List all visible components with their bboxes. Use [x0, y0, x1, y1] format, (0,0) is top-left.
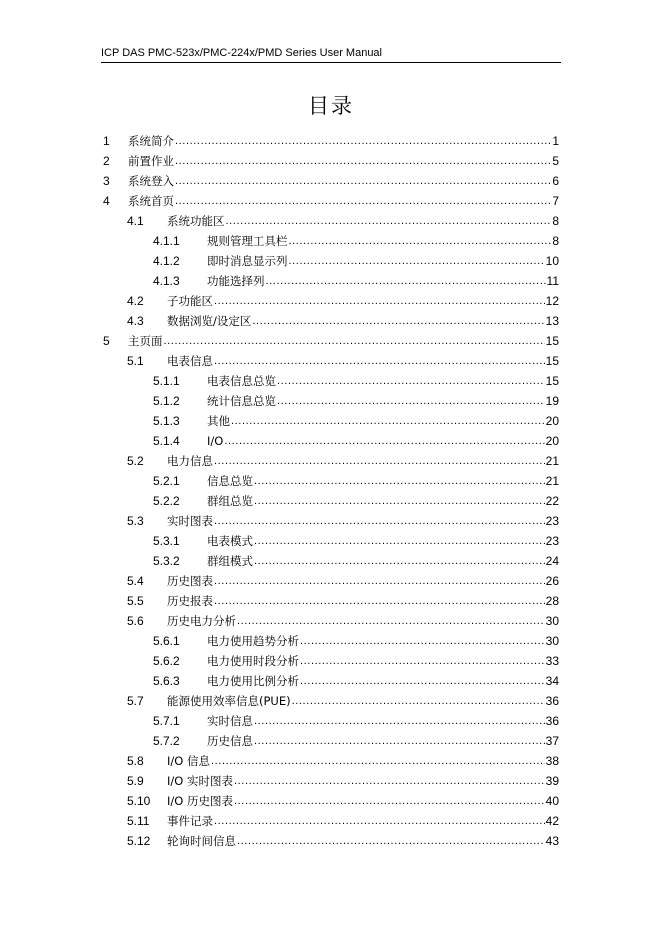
toc-entry-page: 1 — [552, 134, 559, 148]
toc-entry-title: 实时图表 — [167, 514, 213, 528]
toc-leader-dots — [175, 131, 551, 151]
toc-leader-dots — [214, 351, 545, 371]
toc-entry-title: I/O 历史图表 — [167, 794, 233, 808]
toc-entry-number: 4.3 — [127, 314, 144, 328]
toc-entry-page: 28 — [545, 594, 559, 608]
toc-entry-title: 子功能区 — [167, 294, 213, 308]
toc-entry-title: 电力使用时段分析 — [207, 654, 299, 668]
toc-entry-page: 24 — [545, 554, 559, 568]
toc-leader-dots — [234, 771, 545, 791]
toc-entry-number: 4.1.1 — [153, 234, 180, 248]
toc-leader-dots — [175, 151, 551, 171]
toc-entry[interactable] — [153, 631, 559, 651]
toc-entry[interactable] — [127, 811, 559, 831]
toc-leader-dots — [254, 531, 545, 551]
toc-leader-dots — [277, 391, 545, 411]
toc-entry[interactable] — [127, 351, 559, 371]
toc-entry[interactable] — [153, 391, 559, 411]
toc-entry[interactable] — [153, 251, 559, 271]
toc-entry[interactable] — [153, 371, 559, 391]
toc-entry-number: 5.6.1 — [153, 634, 180, 648]
toc-entry-page: 39 — [545, 774, 559, 788]
toc-leader-dots — [214, 291, 545, 311]
toc-entry-number: 5.2.1 — [153, 474, 180, 488]
toc-leader-dots — [175, 171, 551, 191]
toc-leader-dots — [237, 611, 545, 631]
toc-entry-page: 19 — [545, 394, 559, 408]
toc-leader-dots — [211, 751, 545, 771]
toc-entry-number: 3 — [103, 174, 110, 188]
toc-leader-dots — [164, 331, 545, 351]
toc-entry-title: 电力使用趋势分析 — [207, 634, 299, 648]
toc-entry-number: 5.1.3 — [153, 414, 180, 428]
toc-entry-number: 4 — [103, 194, 110, 208]
toc-entry[interactable] — [153, 431, 559, 451]
toc-entry[interactable] — [103, 171, 559, 191]
toc-entry-number: 4.1.2 — [153, 254, 180, 268]
toc-entry-title: 实时信息 — [207, 714, 253, 728]
toc-leader-dots — [300, 651, 545, 671]
toc-entry-page: 30 — [545, 614, 559, 628]
toc-entry-title: 统计信息总览 — [207, 394, 276, 408]
toc-entry-number: 5.5 — [127, 594, 144, 608]
toc-entry-number: 5.2.2 — [153, 494, 180, 508]
toc-entry-page: 36 — [545, 694, 559, 708]
toc-entry-page: 7 — [552, 194, 559, 208]
toc-entry[interactable] — [153, 671, 559, 691]
toc-leader-dots — [226, 211, 552, 231]
toc-entry-page: 11 — [546, 274, 559, 288]
toc-entry[interactable] — [153, 531, 559, 551]
toc-entry-number: 5.3.2 — [153, 554, 180, 568]
toc-entry-title: 历史电力分析 — [167, 614, 236, 628]
toc-entry-page: 23 — [545, 534, 559, 548]
toc-entry-page: 23 — [545, 514, 559, 528]
toc-entry-page: 15 — [545, 334, 559, 348]
toc-entry-page: 21 — [545, 474, 559, 488]
toc-entry-title: 规则管理工具栏 — [207, 234, 288, 248]
toc-entry-title: 数据浏览/设定区 — [167, 314, 252, 328]
toc-entry[interactable] — [127, 571, 559, 591]
toc-entry-number: 5.6 — [127, 614, 144, 628]
toc-entry-title: 轮询时间信息 — [167, 834, 236, 848]
toc-entry[interactable] — [127, 791, 559, 811]
toc-entry-title: 系统简介 — [128, 134, 174, 148]
toc-title: 目录 — [308, 94, 354, 118]
toc-entry-number: 5.1 — [127, 354, 144, 368]
toc-entry[interactable] — [153, 471, 559, 491]
toc-entry-title: 电力信息 — [167, 454, 213, 468]
toc-entry-number: 2 — [103, 154, 110, 168]
toc-entry-title: 主页面 — [128, 334, 163, 348]
toc-leader-dots — [231, 411, 545, 431]
toc-entry-page: 10 — [545, 254, 559, 268]
toc-leader-dots — [237, 831, 545, 851]
toc-entry-number: 5.2 — [127, 454, 144, 468]
toc-entry-page: 42 — [545, 814, 559, 828]
toc-entry-number: 5.6.2 — [153, 654, 180, 668]
toc-entry-title: 系统首页 — [128, 194, 174, 208]
toc-leader-dots — [224, 431, 544, 451]
toc-entry-number: 5.11 — [127, 814, 150, 828]
toc-entry-title: 事件记录 — [167, 814, 213, 828]
toc-entry-title: 群组总览 — [207, 494, 253, 508]
toc-entry-page: 5 — [552, 154, 559, 168]
toc-entry[interactable] — [127, 771, 559, 791]
toc-entry-page: 8 — [552, 214, 559, 228]
toc-entry-page: 6 — [552, 174, 559, 188]
toc-leader-dots — [254, 471, 545, 491]
toc-leader-dots — [254, 711, 545, 731]
toc-entry-page: 20 — [545, 414, 559, 428]
toc-entry-number: 5.7 — [127, 694, 144, 708]
toc-leader-dots — [300, 631, 545, 651]
toc-entry-page: 12 — [545, 294, 559, 308]
toc-entry[interactable] — [153, 551, 559, 571]
toc-leader-dots — [175, 191, 551, 211]
toc-entry-page: 37 — [545, 734, 559, 748]
toc-entry-number: 5 — [103, 334, 110, 348]
toc-leader-dots — [214, 811, 545, 831]
toc-entry-title: 系统登入 — [128, 174, 174, 188]
toc-entry[interactable] — [127, 291, 559, 311]
toc-entry-page: 40 — [545, 794, 559, 808]
toc-entry-title: 群组模式 — [207, 554, 253, 568]
toc-entry-page: 34 — [545, 674, 559, 688]
toc-entry-page: 36 — [545, 714, 559, 728]
toc-leader-dots — [214, 511, 545, 531]
toc-entry-number: 4.1 — [127, 214, 144, 228]
toc-entry[interactable] — [103, 151, 559, 171]
toc-entry[interactable] — [153, 731, 559, 751]
toc-entry[interactable] — [153, 651, 559, 671]
toc-entry-page: 33 — [545, 654, 559, 668]
toc-leader-dots — [214, 571, 545, 591]
toc-entry-page: 21 — [545, 454, 559, 468]
toc-entry-number: 4.1.3 — [153, 274, 180, 288]
toc-entry-page: 30 — [545, 634, 559, 648]
toc-leader-dots — [252, 311, 544, 331]
toc-entry-page: 15 — [545, 354, 559, 368]
toc-entry-title: 信息总览 — [207, 474, 253, 488]
toc-entry-title: 即时消息显示列 — [207, 254, 288, 268]
toc-entry-title: 电表信息 — [167, 354, 213, 368]
toc-entry-number: 4.2 — [127, 294, 144, 308]
toc-entry[interactable] — [153, 231, 559, 251]
toc-entry[interactable] — [153, 491, 559, 511]
toc-entry[interactable] — [127, 691, 559, 711]
toc-entry-number: 5.10 — [127, 794, 151, 808]
toc-entry-title: 电力使用比例分析 — [207, 674, 299, 688]
toc-leader-dots — [234, 791, 545, 811]
toc-entry-number: 5.3.1 — [153, 534, 180, 548]
toc-entry-number: 5.12 — [127, 834, 151, 848]
toc-entry-page: 43 — [545, 834, 559, 848]
toc-entry[interactable] — [153, 711, 559, 731]
toc-leader-dots — [277, 371, 545, 391]
toc-entry-title: 系统功能区 — [167, 214, 225, 228]
toc-entry-page: 20 — [545, 434, 559, 448]
toc-entry-page: 38 — [545, 754, 559, 768]
toc-entry-title: 能源使用效率信息(PUE) — [167, 694, 291, 708]
toc-entry-number: 5.1.1 — [153, 374, 180, 388]
toc-entry-title: 电表信息总览 — [207, 374, 276, 388]
toc-leader-dots — [266, 271, 546, 291]
toc-entry[interactable] — [127, 611, 559, 631]
toc-entry-number: 1 — [103, 134, 110, 148]
toc-entry-title: 其他 — [207, 414, 230, 428]
toc-leader-dots — [254, 551, 545, 571]
toc-entry[interactable] — [103, 331, 559, 351]
toc-leader-dots — [254, 731, 545, 751]
toc-entry-number: 5.1.2 — [153, 394, 180, 408]
toc-entry-number: 5.1.4 — [153, 434, 180, 448]
toc-leader-dots — [214, 451, 545, 471]
toc-entry-number: 5.7.1 — [153, 714, 180, 728]
toc-entry[interactable] — [127, 591, 559, 611]
toc-entry[interactable] — [103, 191, 559, 211]
toc-entry[interactable] — [127, 751, 559, 771]
toc-entry-page: 26 — [545, 574, 559, 588]
toc-entry[interactable] — [127, 451, 559, 471]
toc-entry-title: 电表模式 — [207, 534, 253, 548]
toc-entry[interactable] — [103, 131, 559, 151]
toc-entry[interactable] — [153, 411, 559, 431]
toc-entry-number: 5.7.2 — [153, 734, 180, 748]
toc-entry-number: 5.4 — [127, 574, 144, 588]
toc-leader-dots — [289, 231, 552, 251]
toc-entry-page: 15 — [545, 374, 559, 388]
toc-entry-number: 5.9 — [127, 774, 144, 788]
toc-entry[interactable] — [127, 511, 559, 531]
toc-leader-dots — [289, 251, 545, 271]
toc-entry[interactable] — [127, 311, 559, 331]
toc-entry-page: 13 — [545, 314, 559, 328]
toc-entry[interactable] — [127, 211, 559, 231]
toc-entry-title: 功能选择列 — [207, 274, 265, 288]
toc-entry-title: I/O 信息 — [167, 754, 210, 768]
toc-entry[interactable] — [127, 831, 559, 851]
toc-entry-page: 22 — [545, 494, 559, 508]
toc-entry-page: 8 — [552, 234, 559, 248]
toc-entry[interactable] — [153, 271, 559, 291]
toc-entry-number: 5.6.3 — [153, 674, 180, 688]
toc-leader-dots — [300, 671, 545, 691]
toc-entry-title: 历史信息 — [207, 734, 253, 748]
toc-entry-title: I/O 实时图表 — [167, 774, 233, 788]
toc-entry-number: 5.3 — [127, 514, 144, 528]
toc-entry-title: 历史图表 — [167, 574, 213, 588]
toc-entry-title: 历史报表 — [167, 594, 213, 608]
toc-leader-dots — [214, 591, 545, 611]
toc-entry-number: 5.8 — [127, 754, 144, 768]
page-header: ICP DAS PMC-523x/PMC-224x/PMD Series User Manual — [101, 46, 561, 63]
toc-entry-title: I/O — [207, 434, 224, 448]
toc-leader-dots — [292, 691, 545, 711]
toc-leader-dots — [254, 491, 545, 511]
toc-entry-title: 前置作业 — [128, 154, 174, 168]
